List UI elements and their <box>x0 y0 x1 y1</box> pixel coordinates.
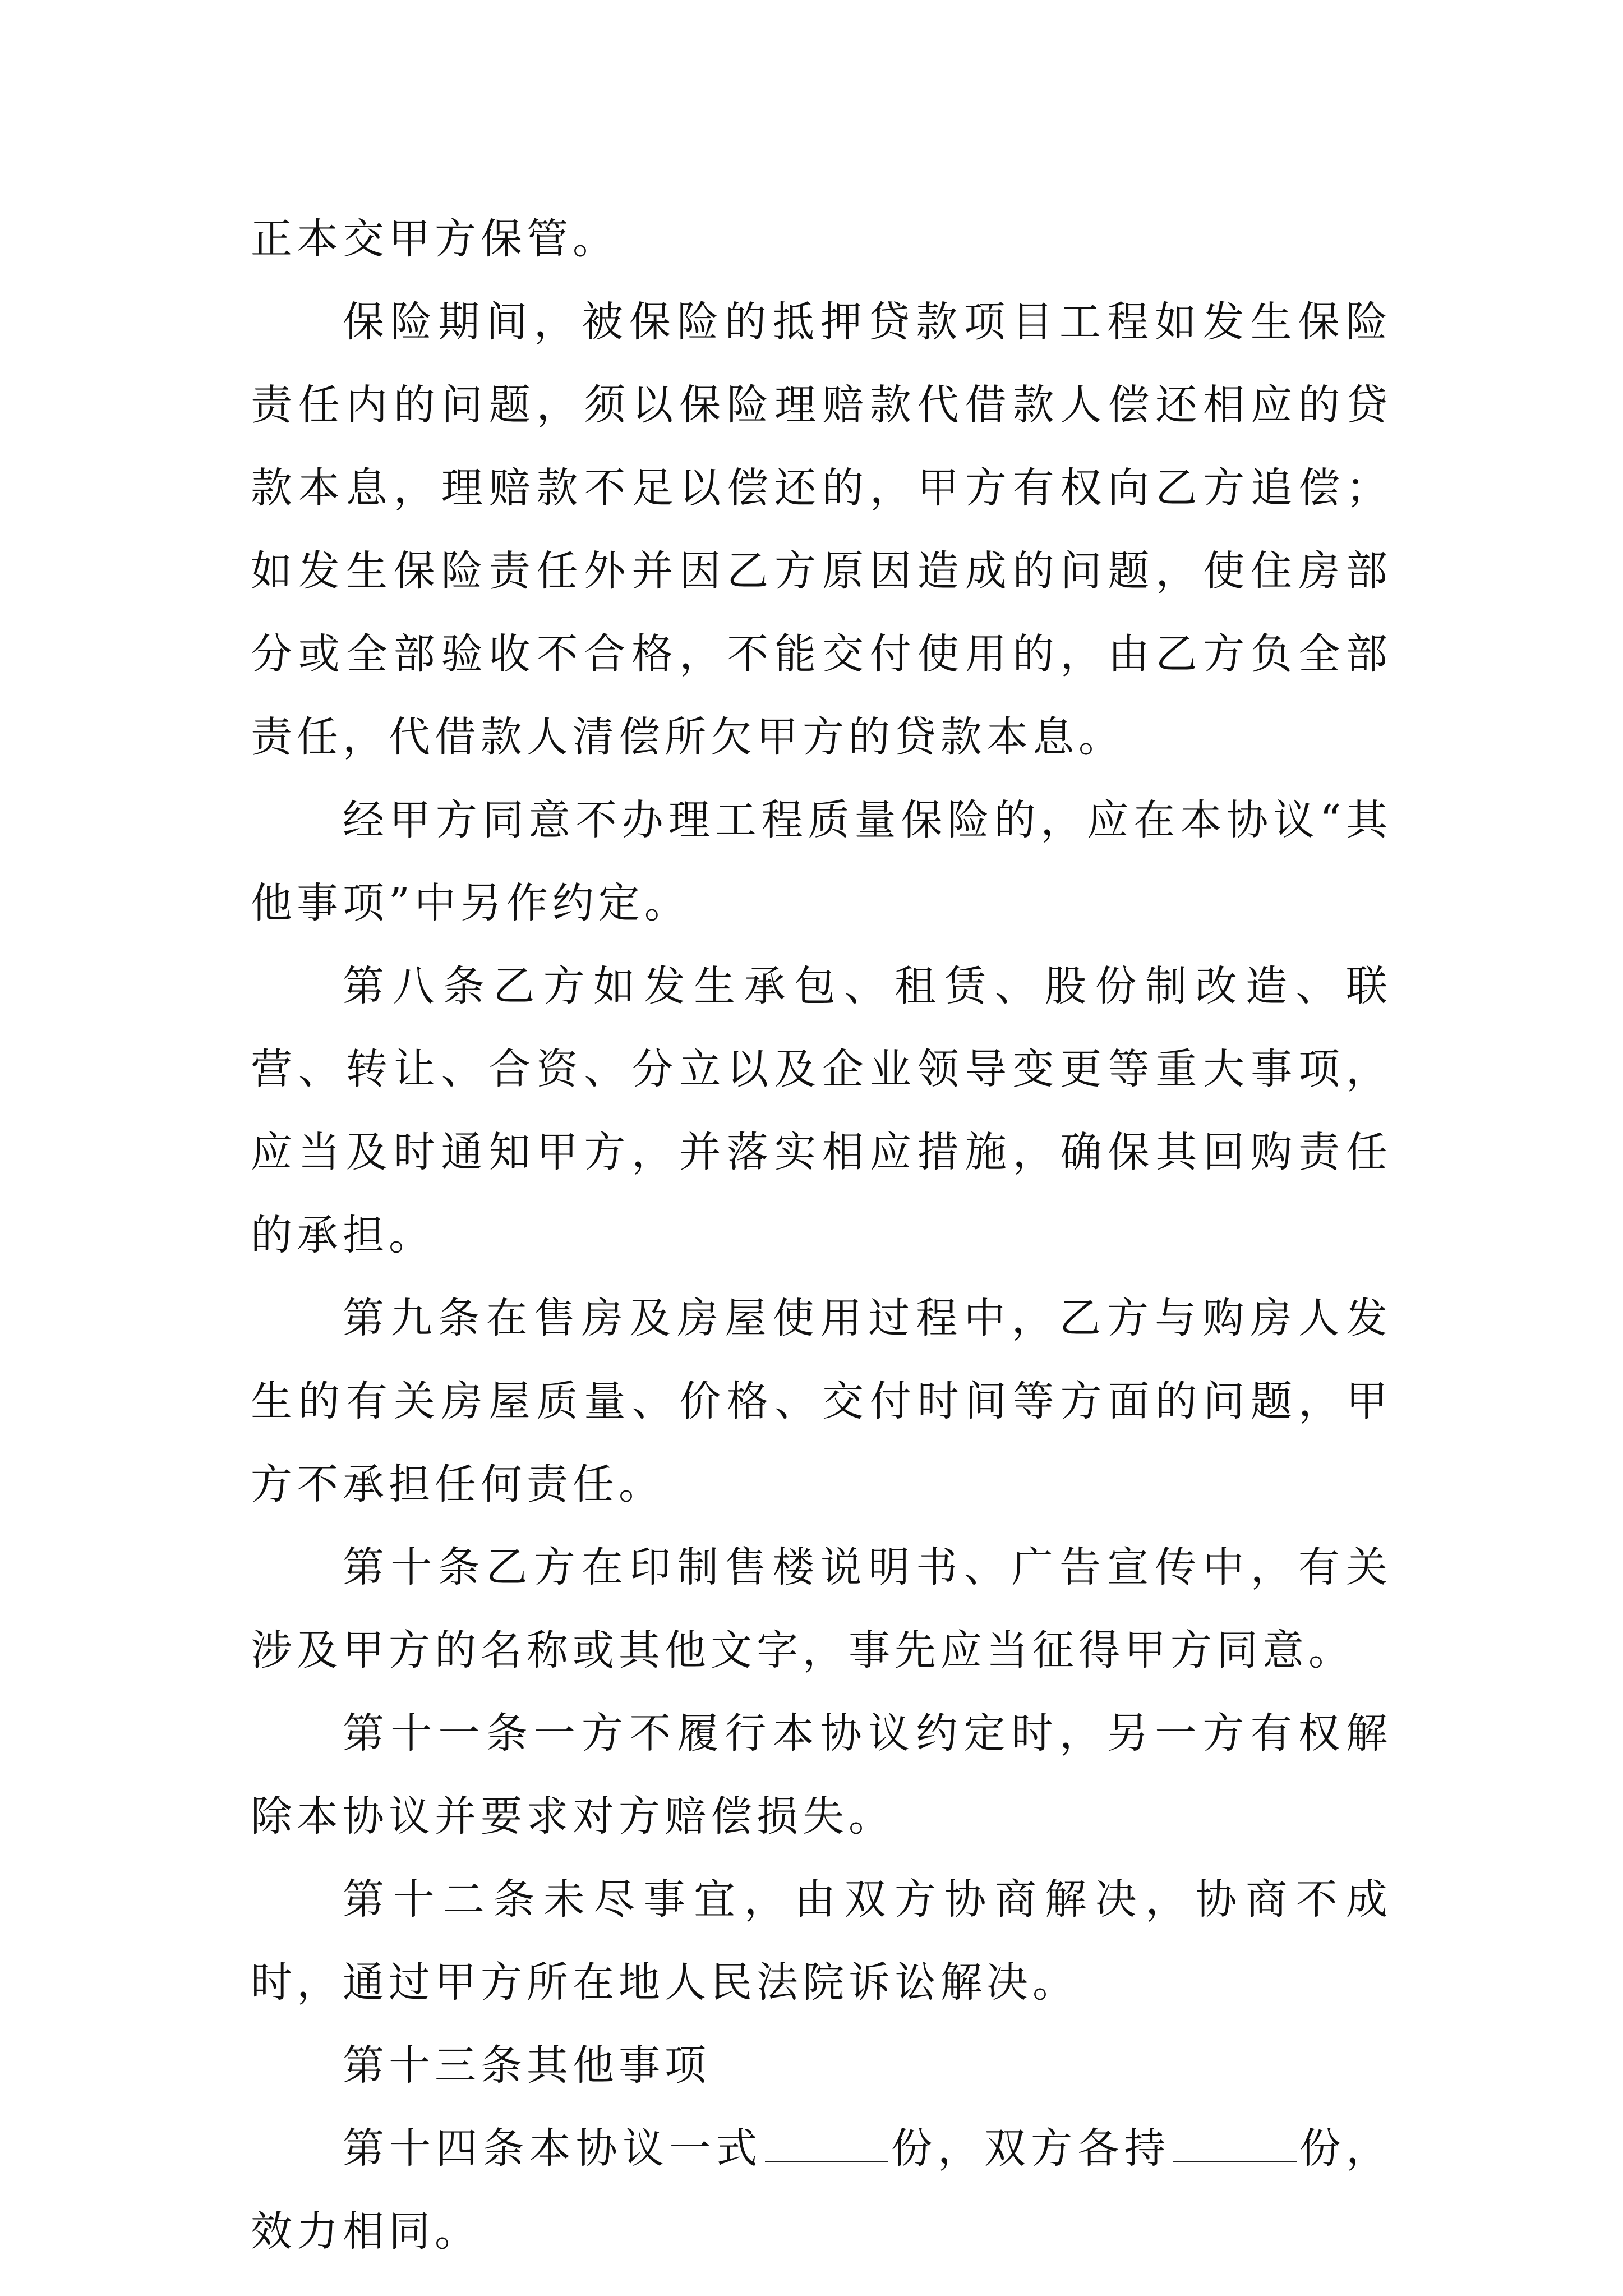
article-14-text-part1: 第十四条本协议一式 <box>343 2124 763 2173</box>
paragraph-insurance-period: 保险期间，被保险的抵押贷款项目工程如发生保险责任内的问题，须以保险理赔款代借款人偿还相应的贷款本息，理赔款不足以偿还的，甲方有权向乙方追偿；如发生保险责任外并因乙方原因造成的问题，使住房部分或全部验收不合格，不能交付使用的，由乙方负全部责任，代借款人清偿所欠甲方的贷款本息。 <box>251 298 1392 761</box>
paragraph-article-12: 第十二条未尽事宜，由双方协商解决，协商不成时，通过甲方所在地人民法院诉讼解决。 <box>251 1875 1392 2007</box>
document-body <box>251 197 1392 2273</box>
paragraph-article-10: 第十条乙方在印制售楼说明书、广告宣传中，有关涉及甲方的名称或其他文字，事先应当征得甲方同意。 <box>251 1543 1392 1674</box>
article-14-text-part3: 份，效力相同。 <box>251 2124 1393 2256</box>
paragraph-continuation: 正本交甲方保管。 <box>251 215 619 263</box>
paragraph-article-9: 第九条在售房及房屋使用过程中，乙方与购房人发生的有关房屋质量、价格、交付时间等方面的问题，甲方不承担任何责任。 <box>251 1294 1392 1508</box>
paragraph-article-13: 第十三条其他事项 <box>343 2041 711 2090</box>
copies-total-blank <box>765 2127 888 2162</box>
article-14-text-part2: 份，双方各持 <box>890 2124 1171 2173</box>
paragraph-article-11: 第十一条一方不履行本协议约定时，另一方有权解除本协议并要求对方赔偿损失。 <box>251 1709 1392 1841</box>
paragraph-no-insurance: 经甲方同意不办理工程质量保险的，应在本协议“其他事项”中另作约定。 <box>251 796 1392 927</box>
paragraph-article-14 <box>251 2107 1392 2273</box>
paragraph-article-8: 第八条乙方如发生承包、租赁、股份制改造、联营、转让、合资、分立以及企业领导变更等重大事项，应当及时通知甲方，并落实相应措施，确保其回购责任的承担。 <box>251 962 1392 1259</box>
copies-each-blank <box>1173 2127 1297 2162</box>
